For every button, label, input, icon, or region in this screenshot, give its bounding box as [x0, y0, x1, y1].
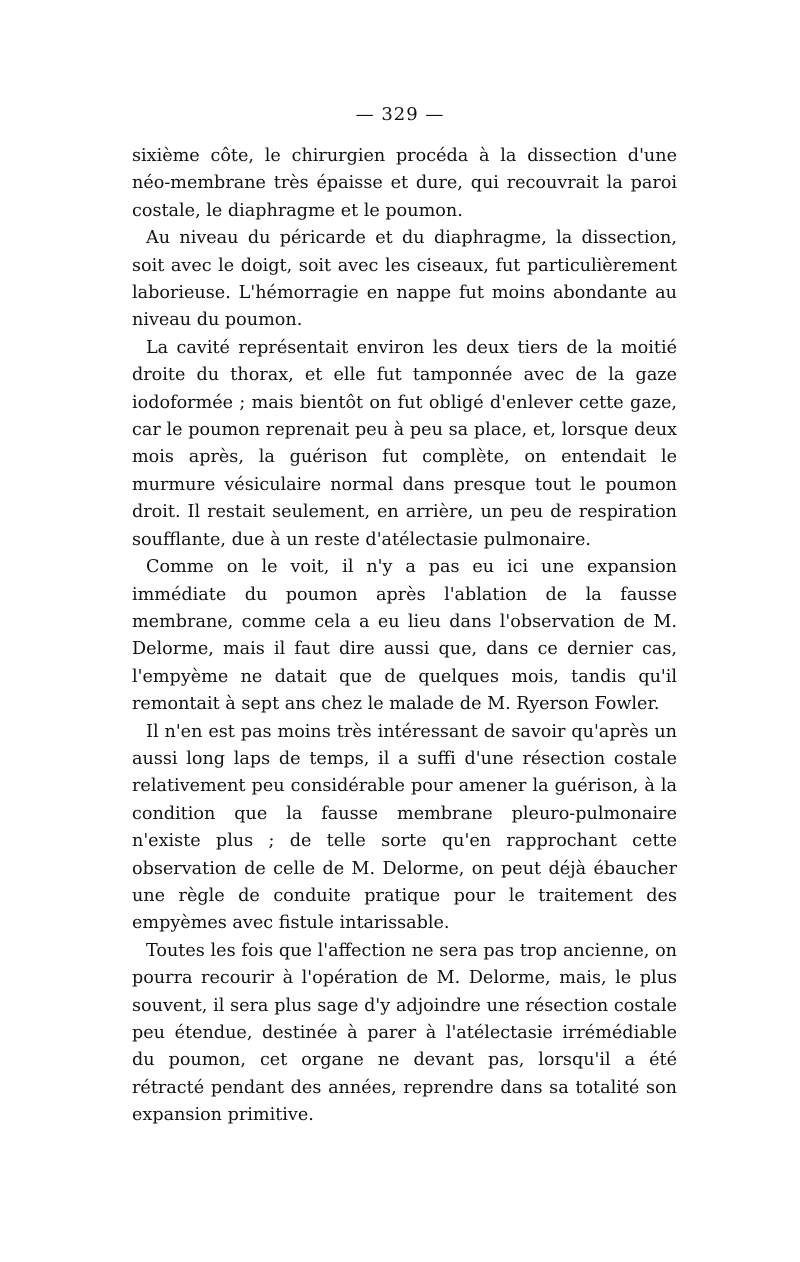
paragraph-4: Comme on le voit, il n'y a pas eu ici une expansion immédiate du poumon après l'ablation de la fausse membrane, comme cela a eu lieu dans l'observation de M. Delorme, mais il faut dire aussi que, dans ce dernier cas, l'empyème ne datait que de quelques mois, tandis qu'il remontait à sept ans chez le malade de M. Ryerson Fowler.	[132, 557, 677, 715]
paragraph-2: Au niveau du péricarde et du diaphragme, la dissection, soit avec le doigt, soit avec les ciseaux, fut particulièrement laborieuse. L'hémorragie en nappe fut moins abondante au niveau du poumon.	[132, 228, 677, 331]
body-text	[132, 143, 677, 1130]
paragraph-6: Toutes les fois que l'affection ne sera pas trop ancienne, on pourra recourir à l'opération de M. Delorme, mais, le plus souvent, il sera plus sage d'y adjoindre une résection costale peu étendue, destinée à parer à l'atélectasie irrémédiable du poumon, cet organe ne devant pas, lorsqu'il a été rétracté pendant des années, reprendre dans sa totalité son expansion primitive.	[132, 940, 677, 1126]
paragraph-5: Il n'en est pas moins très intéressant de savoir qu'après un aussi long laps de temps, il a suffi d'une résection costale relativement peu considérable pour amener la guérison, à la condition que la fausse membrane pleuro-pulmonaire n'existe plus ; de telle sorte qu'en rapprochant cette observation de celle de M. Delorme, on peut déjà ébaucher une règle de conduite pratique pour le traitement des empyèmes avec fistule intarissable.	[132, 721, 677, 934]
page-number: — 329 —	[355, 104, 445, 125]
paragraph-3: La cavité représentait environ les deux tiers de la moitié droite du thorax, et elle fut tamponnée avec de la gaze iodoformée ; mais bientôt on fut obligé d'enlever cette gaze, car le poumon reprenait peu à peu sa place, et, lorsque deux mois après, la guérison fut complète, on entendait le murmure vésiculaire normal dans presque tout le poumon droit. Il restait seulement, en arrière, un peu de respiration soufflante, due à un reste d'atélectasie pulmonaire.	[132, 337, 677, 550]
paragraph-1: sixième côte, le chirurgien procéda à la dissection d'une néo-membrane très épaisse et dure, qui recouvrait la paroi costale, le diaphragme et le poumon.	[132, 146, 677, 221]
